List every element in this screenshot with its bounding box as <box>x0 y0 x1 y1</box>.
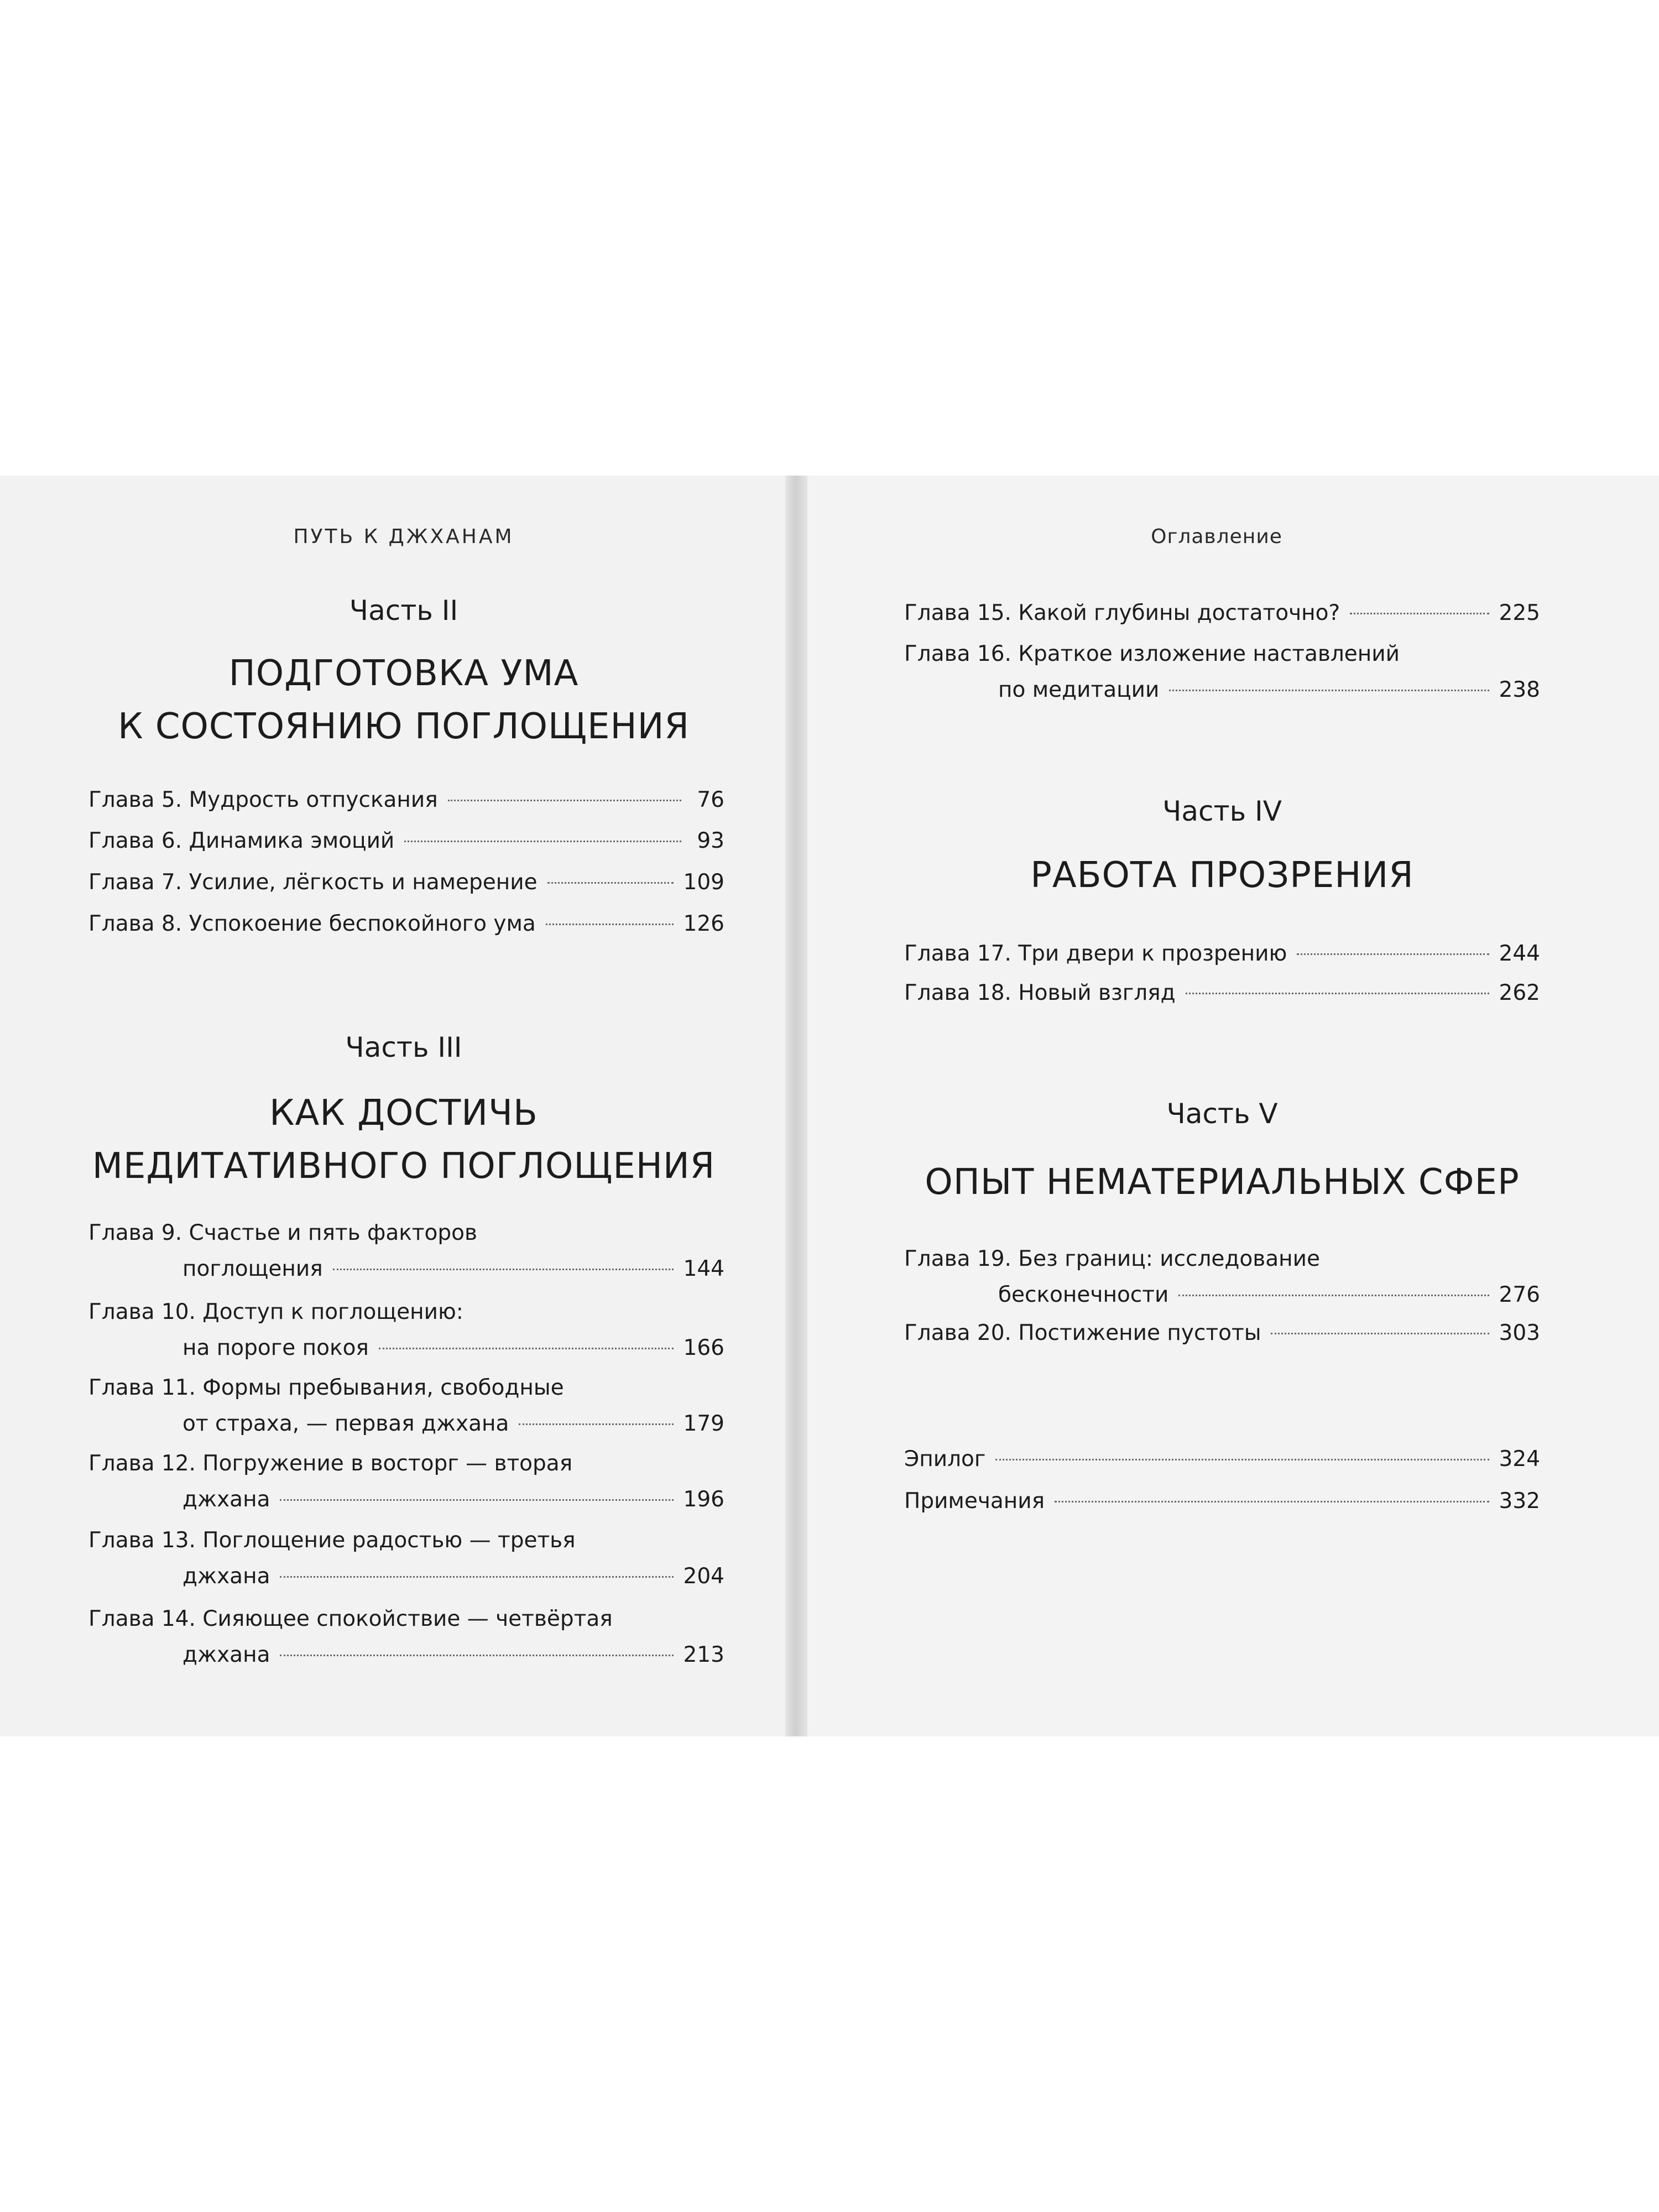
part-label: Часть III <box>345 1031 462 1063</box>
part-title-line: К СОСТОЯНИЮ ПОГЛОЩЕНИЯ <box>118 706 690 747</box>
part-title <box>88 647 719 753</box>
toc-entry[interactable]: Глава 17. Три двери к прозрению 244 <box>904 936 1540 972</box>
toc-entry[interactable]: Глава 10. Доступ к поглощению: на пороге покоя 166 <box>88 1294 724 1366</box>
toc-entry[interactable]: Глава 20. Постижение пустоты 303 <box>904 1315 1540 1351</box>
running-head-right: Оглавление <box>1151 525 1282 548</box>
page-number: 213 <box>683 1642 724 1667</box>
toc-entry[interactable]: Глава 12. Погружение в восторг — вторая джхана 196 <box>88 1446 724 1517</box>
page-number: 109 <box>683 870 724 895</box>
page-number: 196 <box>683 1487 724 1512</box>
toc-entry[interactable]: Глава 15. Какой глубины достаточно? 225 <box>904 595 1540 631</box>
toc-entry[interactable]: Глава 8. Успокоение беспокойного ума 126 <box>88 906 724 942</box>
part-title-line: КАК ДОСТИЧЬ <box>269 1093 538 1134</box>
page-number: 144 <box>683 1256 724 1281</box>
part-label: Часть II <box>349 594 458 627</box>
part-title-line: МЕДИТАТИВНОГО ПОГЛОЩЕНИЯ <box>92 1146 716 1187</box>
page-number: 179 <box>683 1411 724 1436</box>
toc-entry[interactable]: Примечания 332 <box>904 1483 1540 1519</box>
page-number: 324 <box>1499 1447 1540 1472</box>
part-label: Часть IV <box>1162 795 1282 827</box>
toc-entry[interactable]: Глава 19. Без границ: исследование бесконечности 276 <box>904 1241 1540 1313</box>
toc-entry[interactable]: Глава 5. Мудрость отпускания 76 <box>88 782 724 818</box>
page-number: 276 <box>1499 1282 1540 1307</box>
page-number: 332 <box>1499 1489 1540 1514</box>
page-number: 303 <box>1499 1321 1540 1345</box>
page-number: 166 <box>683 1335 724 1360</box>
toc-entry[interactable]: Глава 14. Сияющее спокойствие — четвёртая джхана 213 <box>88 1601 724 1673</box>
page-number: 238 <box>1499 677 1540 702</box>
part-title <box>88 1087 719 1193</box>
page-number: 204 <box>683 1564 724 1589</box>
page-number: 126 <box>683 911 724 936</box>
book-gutter <box>785 476 807 1736</box>
page-number: 262 <box>1499 980 1540 1005</box>
running-head-left: ПУТЬ К ДЖХАНАМ <box>293 525 514 548</box>
toc-entry[interactable]: Глава 9. Счастье и пять факторов поглощения 144 <box>88 1215 724 1287</box>
part-title: РАБОТА ПРОЗРЕНИЯ <box>1030 855 1414 896</box>
toc-entry[interactable]: Глава 16. Краткое изложение наставлений по медитации 238 <box>904 636 1540 708</box>
part-label: Часть V <box>1166 1098 1278 1130</box>
toc-entry[interactable]: Глава 11. Формы пребывания, свободные от страха, — первая джхана 179 <box>88 1370 724 1442</box>
toc-entry[interactable]: Глава 7. Усилие, лёгкость и намерение 109 <box>88 864 724 900</box>
part-title: ОПЫТ НЕМАТЕРИАЛЬНЫХ СФЕР <box>925 1162 1520 1203</box>
part-title-line: ПОДГОТОВКА УМА <box>228 653 579 694</box>
page-number: 76 <box>697 787 724 812</box>
toc-entry[interactable]: Глава 18. Новый взгляд 262 <box>904 975 1540 1011</box>
toc-entry[interactable]: Глава 6. Динамика эмоций 93 <box>88 823 724 859</box>
page-number: 93 <box>697 828 724 853</box>
toc-entry[interactable]: Эпилог 324 <box>904 1441 1540 1477</box>
toc-entry[interactable]: Глава 13. Поглощение радостью — третья джхана 204 <box>88 1522 724 1594</box>
page-number: 225 <box>1499 601 1540 625</box>
page-number: 244 <box>1499 941 1540 966</box>
